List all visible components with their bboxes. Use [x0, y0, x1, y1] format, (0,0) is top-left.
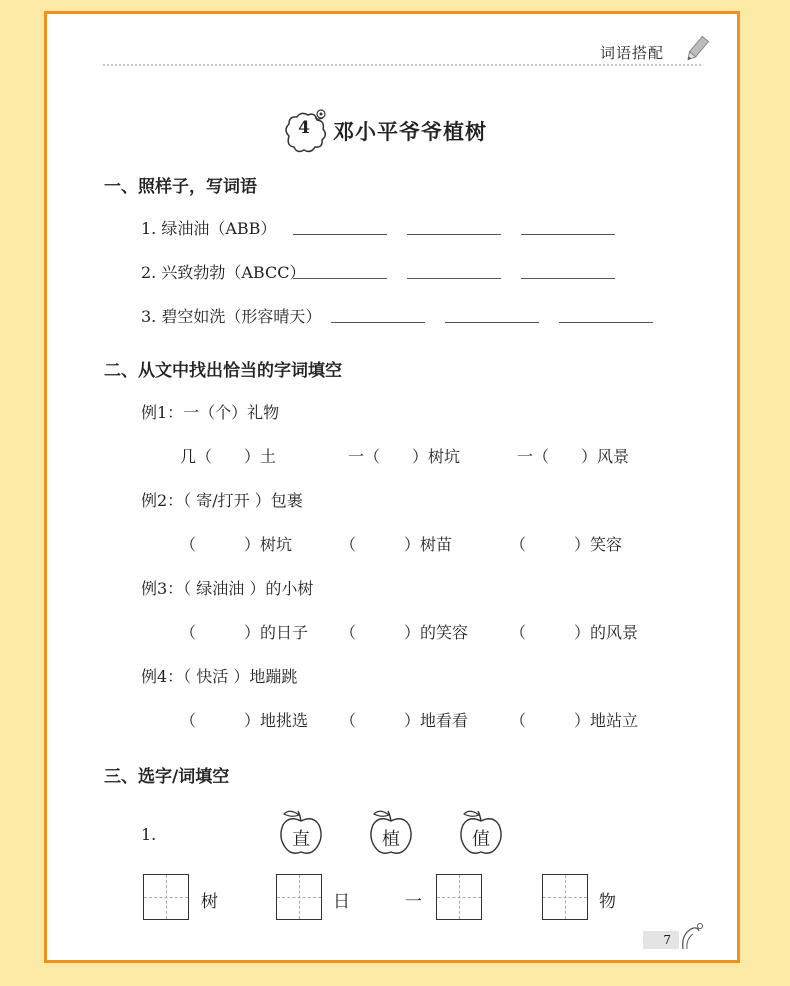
lesson-title: 邓小平爷爷植树	[333, 119, 487, 144]
swirl-decoration-icon	[679, 921, 705, 951]
s2-ex2-item-2[interactable]: （ ）树苗	[340, 535, 453, 554]
apple-char-1[interactable]: 直	[292, 829, 310, 850]
s1-item-3-label: 3. 碧空如洗（形容晴天）	[141, 307, 322, 326]
s2-ex3-item-3[interactable]: （ ）的风景	[510, 623, 639, 642]
s1-item-1-blank-1[interactable]	[293, 233, 387, 235]
s2-ex4-item-1[interactable]: （ ）地挑选	[180, 711, 309, 730]
s1-item-3-blank-2[interactable]	[445, 321, 539, 323]
workbook-page	[44, 11, 740, 963]
s2-ex4-item-2[interactable]: （ ）地看看	[340, 711, 469, 730]
writing-box-4[interactable]	[542, 874, 588, 920]
s1-item-3-blank-3[interactable]	[559, 321, 653, 323]
pencil-icon	[683, 34, 711, 64]
box-word-4: 物	[599, 892, 616, 912]
s1-item-2-label: 2. 兴致勃勃（ABCC）	[141, 263, 306, 282]
box-word-2: 日	[333, 892, 350, 912]
writing-box-2[interactable]	[276, 874, 322, 920]
box-word-3: 一	[405, 892, 422, 912]
lesson-number: 4	[298, 118, 310, 138]
s2-ex1-item-3[interactable]: 一（ ）风景	[517, 447, 630, 466]
writing-box-3[interactable]	[436, 874, 482, 920]
s2-example-1-label: 例1：一（个）礼物	[141, 403, 280, 422]
s2-example-4-label: 例4：（ 快活 ）地蹦跳	[141, 667, 298, 686]
section-1-title: 一、照样子，写词语	[104, 177, 257, 197]
s2-ex3-item-1[interactable]: （ ）的日子	[180, 623, 309, 642]
page-number: 7	[643, 931, 679, 949]
s1-item-1-blank-3[interactable]	[521, 233, 615, 235]
header-title: 词语搭配	[600, 44, 665, 62]
s1-item-1-blank-2[interactable]	[407, 233, 501, 235]
s2-ex2-item-3[interactable]: （ ）笑容	[510, 535, 623, 554]
s1-item-2-blank-3[interactable]	[521, 277, 615, 279]
writing-box-1[interactable]	[143, 874, 189, 920]
s2-ex1-item-1[interactable]: 几（ ）土	[180, 447, 277, 466]
s2-example-3-label: 例3：（ 绿油油 ）的小树	[141, 579, 314, 598]
s1-item-1-label: 1. 绿油油（ABB）	[141, 219, 277, 238]
s2-example-2-label: 例2：（ 寄/打开 ）包裹	[141, 491, 303, 510]
s2-ex2-item-1[interactable]: （ ）树坑	[180, 535, 293, 554]
s2-ex3-item-2[interactable]: （ ）的笑容	[340, 623, 469, 642]
s2-ex1-item-2[interactable]: 一（ ）树坑	[348, 447, 461, 466]
header-divider	[103, 64, 701, 66]
s3-question-label: 1.	[141, 825, 157, 844]
apple-char-3[interactable]: 值	[472, 829, 490, 850]
section-2-title: 二、从文中找出恰当的字词填空	[104, 361, 342, 381]
box-word-1: 树	[201, 892, 218, 912]
s1-item-2-blank-1[interactable]	[293, 277, 387, 279]
section-3-title: 三、选字/词填空	[104, 767, 230, 787]
s2-ex4-item-3[interactable]: （ ）地站立	[510, 711, 639, 730]
s1-item-2-blank-2[interactable]	[407, 277, 501, 279]
apple-char-2[interactable]: 植	[382, 829, 400, 850]
s1-item-3-blank-1[interactable]	[331, 321, 425, 323]
